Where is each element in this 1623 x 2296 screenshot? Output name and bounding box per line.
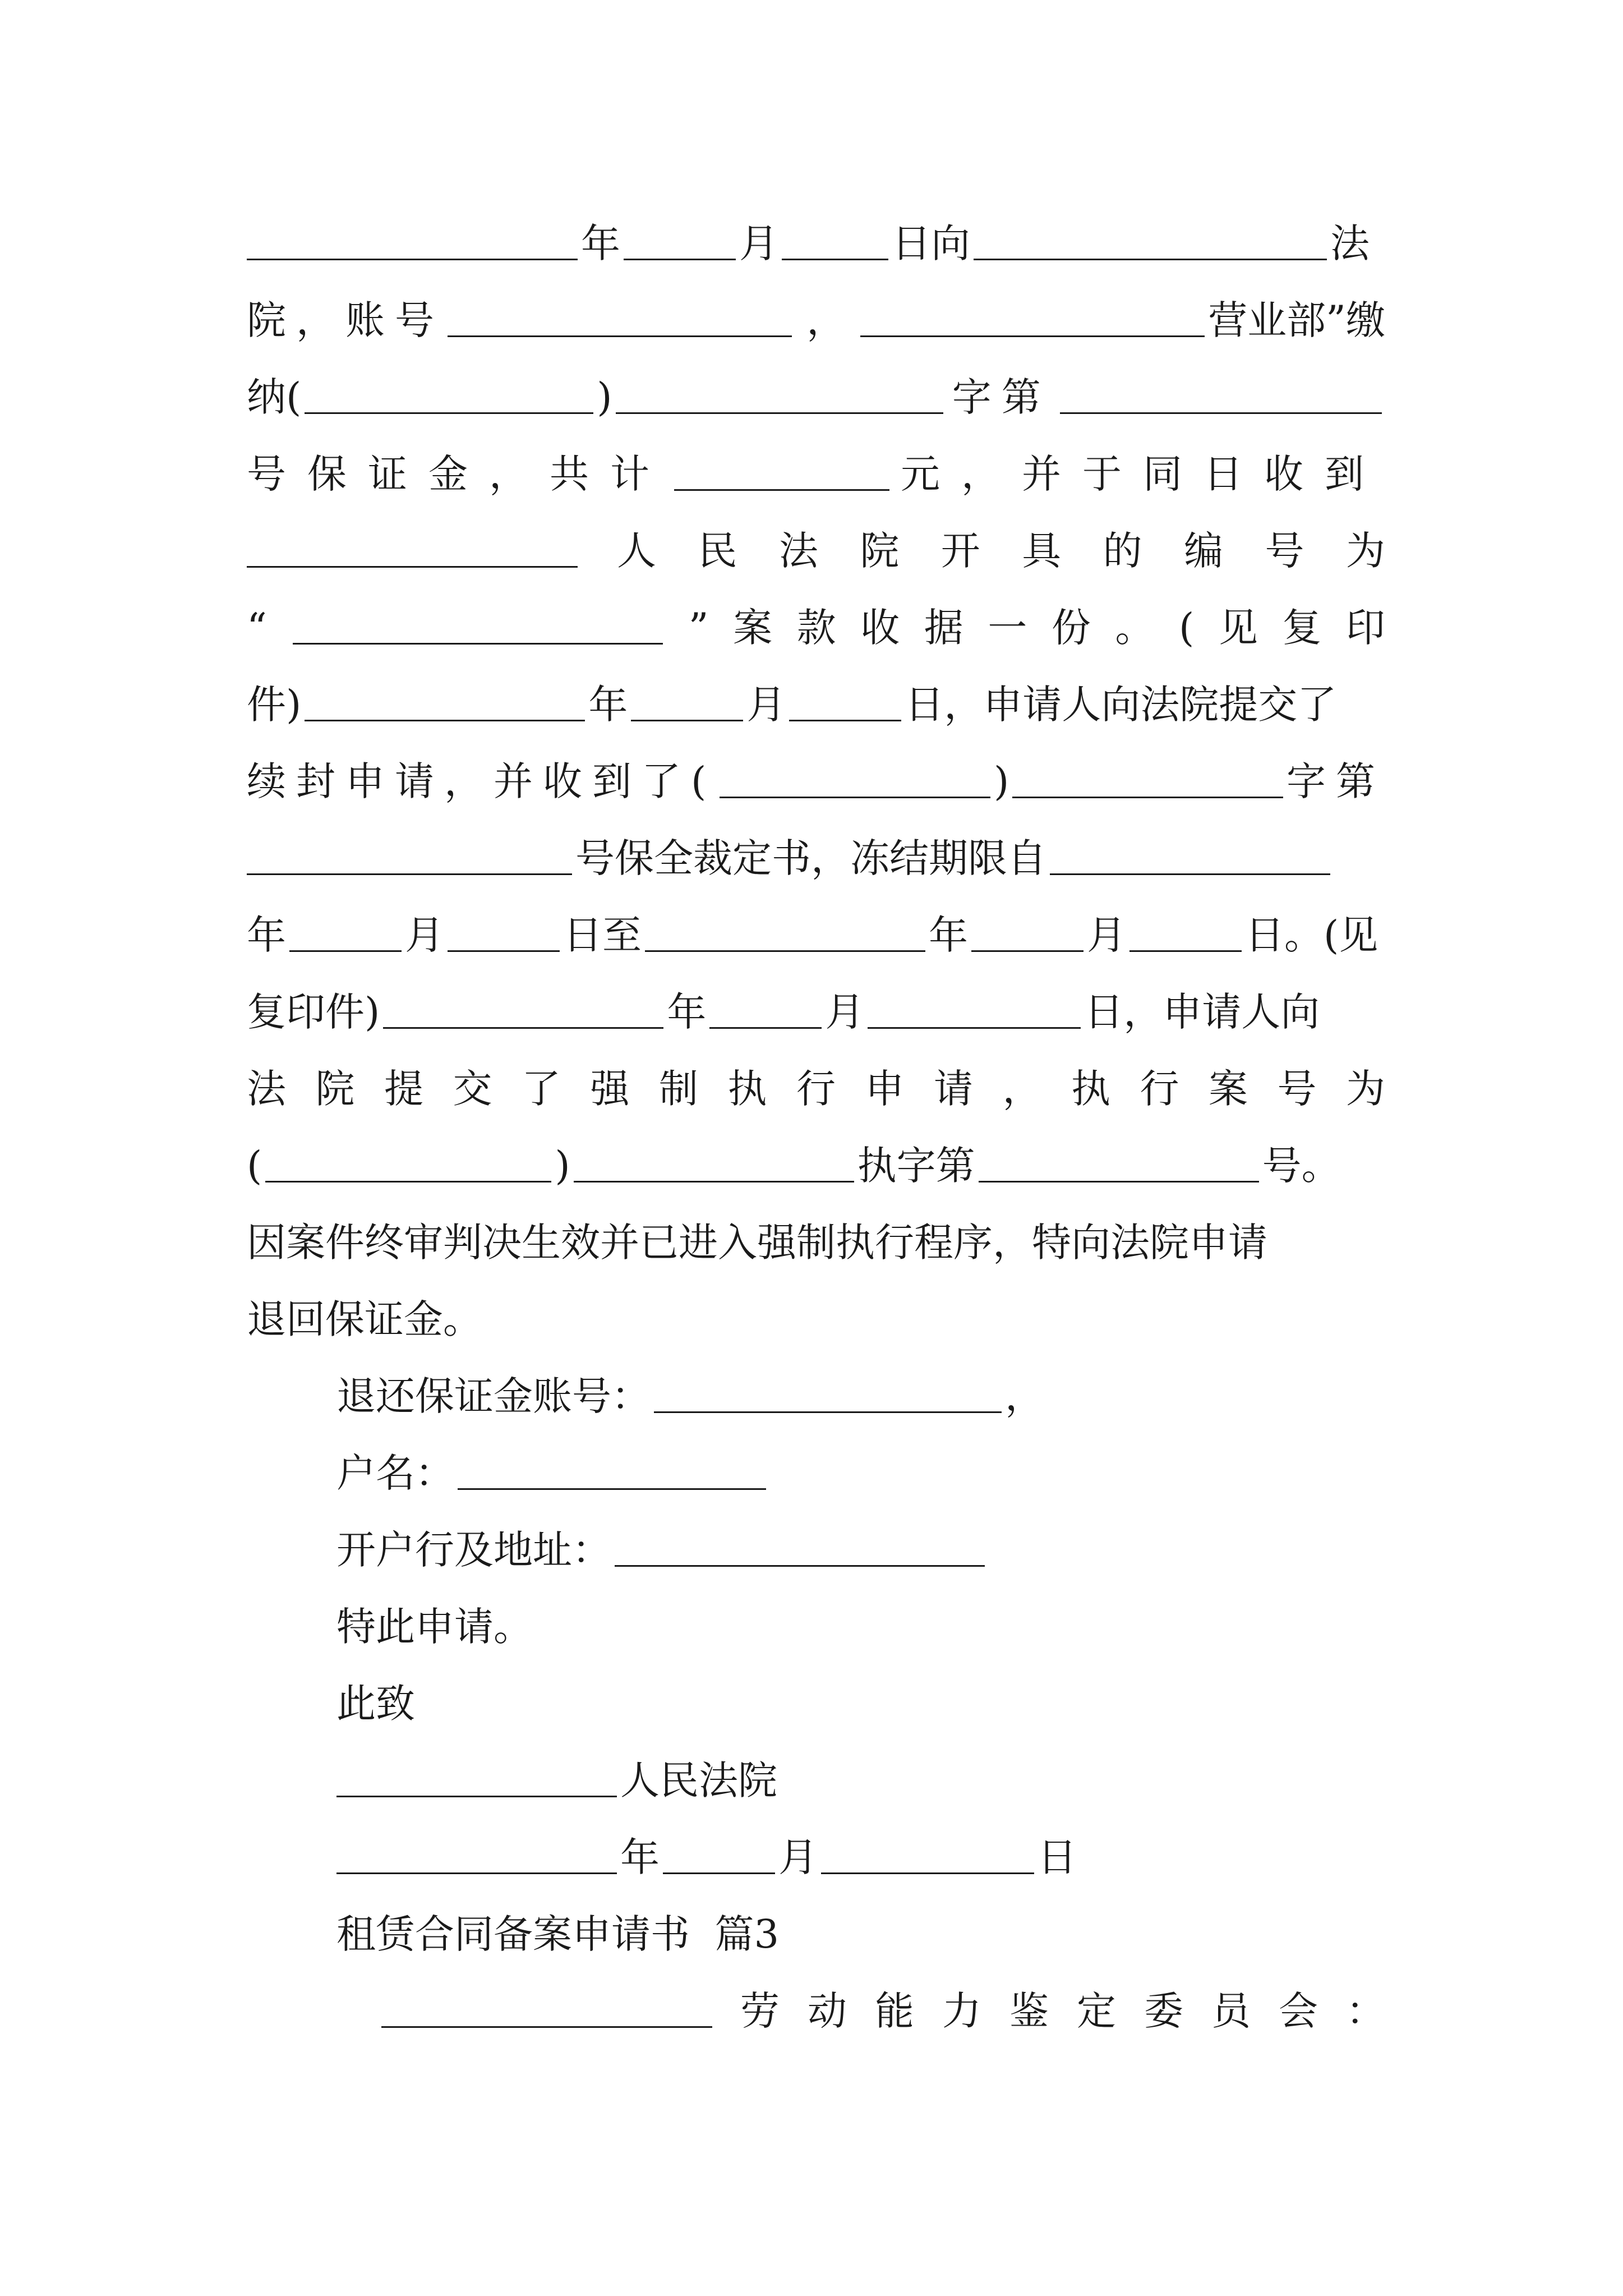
text: 具 xyxy=(1022,528,1062,574)
body-line-10 xyxy=(247,901,1385,969)
blank-field xyxy=(1060,380,1382,414)
text: 年 xyxy=(588,682,628,728)
text: 日，申请人向法院提交了 xyxy=(905,682,1337,728)
text: 因案件终审判决生效并已进入强制执行程序，特向法院申请 xyxy=(247,1220,1267,1266)
text: 行 xyxy=(1140,1066,1179,1112)
blank-field xyxy=(624,227,736,260)
text: 一 xyxy=(988,605,1027,651)
blank-field xyxy=(645,918,925,952)
text: 月 xyxy=(825,989,865,1035)
blank-field xyxy=(1129,918,1242,952)
text: 号保证金，共计 xyxy=(247,451,671,497)
blank-field xyxy=(247,534,578,568)
text: 日 xyxy=(1038,1834,1077,1880)
blank-field xyxy=(979,1149,1259,1182)
committee-blank xyxy=(381,1994,712,2028)
text: ， xyxy=(1002,1066,1042,1112)
text: 的 xyxy=(1103,528,1142,574)
text: 月 xyxy=(739,220,778,266)
text: 见 xyxy=(1218,605,1258,651)
blank-field xyxy=(631,688,743,721)
text: 。 xyxy=(1115,605,1155,651)
date-line xyxy=(336,1824,1385,1891)
text: 年 xyxy=(929,912,968,958)
bank-blank xyxy=(615,1533,985,1567)
text: 提 xyxy=(384,1066,423,1112)
body-line-15 xyxy=(247,1286,1385,1353)
text: 复 xyxy=(1282,605,1322,651)
text: ， xyxy=(1005,1373,1044,1419)
blank-field xyxy=(574,1149,854,1182)
text: 号。 xyxy=(1262,1143,1341,1189)
text: 印 xyxy=(1345,605,1385,651)
text: 月 xyxy=(778,1834,818,1880)
text: “ xyxy=(247,605,267,651)
text: 月 xyxy=(405,912,444,958)
text: 委 xyxy=(1144,1988,1183,2034)
text: 定 xyxy=(1077,1988,1116,2034)
text: ( xyxy=(1178,605,1195,651)
account-name-line xyxy=(336,1439,1385,1507)
text: 月 xyxy=(1087,912,1126,958)
blank-field xyxy=(305,380,593,414)
blank-field xyxy=(289,918,402,952)
text: 法 xyxy=(1330,220,1370,266)
text: 纳( xyxy=(247,374,302,420)
text: 字第 xyxy=(952,374,1051,420)
text: 字第 xyxy=(1287,758,1385,804)
blank-field xyxy=(868,995,1081,1029)
text: 执字第 xyxy=(857,1143,975,1189)
text: 能 xyxy=(875,1988,914,2034)
text: 年 xyxy=(667,989,707,1035)
body-line-12 xyxy=(247,1055,1385,1122)
blank-field xyxy=(782,227,888,260)
text: 款 xyxy=(796,605,836,651)
text: 据 xyxy=(924,605,963,651)
blank-field xyxy=(971,918,1083,952)
text: 月 xyxy=(746,682,786,728)
salutation-text: 此致 xyxy=(336,1681,415,1727)
body-line-14 xyxy=(247,1209,1385,1276)
blank-field xyxy=(674,457,889,491)
text: 院 xyxy=(860,528,900,574)
blank-field xyxy=(720,765,990,798)
blank-field xyxy=(1012,765,1283,798)
text: 制 xyxy=(659,1066,698,1112)
text: 人 xyxy=(617,528,656,574)
body-line-4 xyxy=(247,440,1385,508)
body-line-6 xyxy=(247,594,1385,661)
account-name-blank xyxy=(458,1456,766,1490)
text: 为 xyxy=(1345,528,1385,574)
text: 日至 xyxy=(563,912,642,958)
text: ( xyxy=(247,1143,262,1189)
text: 退回保证金。 xyxy=(247,1296,482,1342)
year-blank xyxy=(336,1841,617,1874)
text: 申 xyxy=(865,1066,905,1112)
body-line-2 xyxy=(247,287,1385,354)
court-blank xyxy=(336,1764,617,1797)
court-line xyxy=(336,1747,1385,1814)
bank-line xyxy=(336,1516,1385,1584)
month-blank xyxy=(663,1841,775,1874)
blank-field xyxy=(293,611,663,645)
text: 收 xyxy=(860,605,900,651)
blank-field xyxy=(616,380,943,414)
text: ： xyxy=(1346,1988,1385,2034)
blank-field xyxy=(709,995,822,1029)
blank-field xyxy=(789,688,901,721)
text: 鉴 xyxy=(1009,1988,1049,2034)
text: ， xyxy=(806,297,846,343)
text: 日，申请人向 xyxy=(1084,989,1320,1035)
court-suffix: 人民法院 xyxy=(620,1757,777,1803)
text: 案 xyxy=(1209,1066,1248,1112)
text: 元，并于同日收到 xyxy=(901,451,1385,497)
text: 请 xyxy=(934,1066,973,1112)
text: 年 xyxy=(620,1834,660,1880)
text: 年 xyxy=(247,912,286,958)
text: 动 xyxy=(808,1988,847,2034)
text: 会 xyxy=(1279,1988,1318,2034)
text: 劳 xyxy=(740,1988,780,2034)
text: 员 xyxy=(1211,1988,1251,2034)
text: 行 xyxy=(796,1066,836,1112)
text: 份 xyxy=(1051,605,1091,651)
refund-account-line xyxy=(336,1363,1385,1430)
body-line-11 xyxy=(247,978,1385,1046)
text: ) xyxy=(994,758,1009,804)
text: 院 xyxy=(315,1066,355,1112)
account-name-label: 户名： xyxy=(336,1450,454,1496)
text: 号 xyxy=(1277,1066,1317,1112)
blank-field xyxy=(860,303,1205,337)
blank-field xyxy=(383,995,663,1029)
text: 法 xyxy=(247,1066,286,1112)
salutation-line xyxy=(336,1670,1385,1737)
text: 续封申请，并收到了( xyxy=(247,758,717,804)
text: 年 xyxy=(581,220,620,266)
text: 了 xyxy=(522,1066,561,1112)
section-title-line xyxy=(336,1901,1385,1968)
text: 法 xyxy=(778,528,818,574)
text: 案 xyxy=(733,605,773,651)
body-line-1 xyxy=(247,210,1385,277)
text: 复印件) xyxy=(247,989,380,1035)
text: ) xyxy=(597,374,612,420)
text: 开 xyxy=(940,528,980,574)
blank-field xyxy=(247,227,578,260)
blank-field xyxy=(305,688,585,721)
refund-account-blank xyxy=(654,1379,1002,1413)
text: 交 xyxy=(453,1066,492,1112)
body-line-8 xyxy=(247,748,1385,815)
closing-text: 特此申请。 xyxy=(336,1604,533,1650)
text: ) xyxy=(555,1143,570,1189)
text: 件) xyxy=(247,682,302,728)
text: 强 xyxy=(590,1066,630,1112)
text: 号保全裁定书，冻结期限自 xyxy=(575,835,1046,881)
text: 民 xyxy=(698,528,737,574)
blank-field xyxy=(448,303,792,337)
day-blank xyxy=(821,1841,1034,1874)
text: 日向 xyxy=(892,220,970,266)
text: 院，账号 xyxy=(247,297,444,343)
section-title: 租赁合同备案申请书 篇3 xyxy=(336,1911,780,1957)
bank-label: 开户行及地址： xyxy=(336,1527,611,1573)
blank-field xyxy=(974,227,1327,260)
text: 号 xyxy=(1265,528,1304,574)
text: 日。(见 xyxy=(1245,912,1378,958)
text: 力 xyxy=(942,1988,981,2034)
text: ” xyxy=(688,605,709,651)
text: 营业部”缴 xyxy=(1208,297,1385,343)
body-line-7 xyxy=(247,671,1385,738)
text: 为 xyxy=(1346,1066,1385,1112)
closing-line xyxy=(336,1593,1385,1660)
body-line-3 xyxy=(247,364,1385,431)
body-line-9 xyxy=(247,825,1385,892)
text: 编 xyxy=(1184,528,1224,574)
blank-field xyxy=(448,918,560,952)
next-recipient-line xyxy=(381,1977,1385,2045)
text: 执 xyxy=(1071,1066,1110,1112)
blank-field xyxy=(1050,841,1330,875)
refund-account-label: 退还保证金账号： xyxy=(336,1373,651,1419)
text: 执 xyxy=(727,1066,767,1112)
body-line-13 xyxy=(247,1132,1385,1199)
body-line-5 xyxy=(247,517,1385,585)
blank-field xyxy=(265,1149,551,1182)
blank-field xyxy=(247,841,572,875)
